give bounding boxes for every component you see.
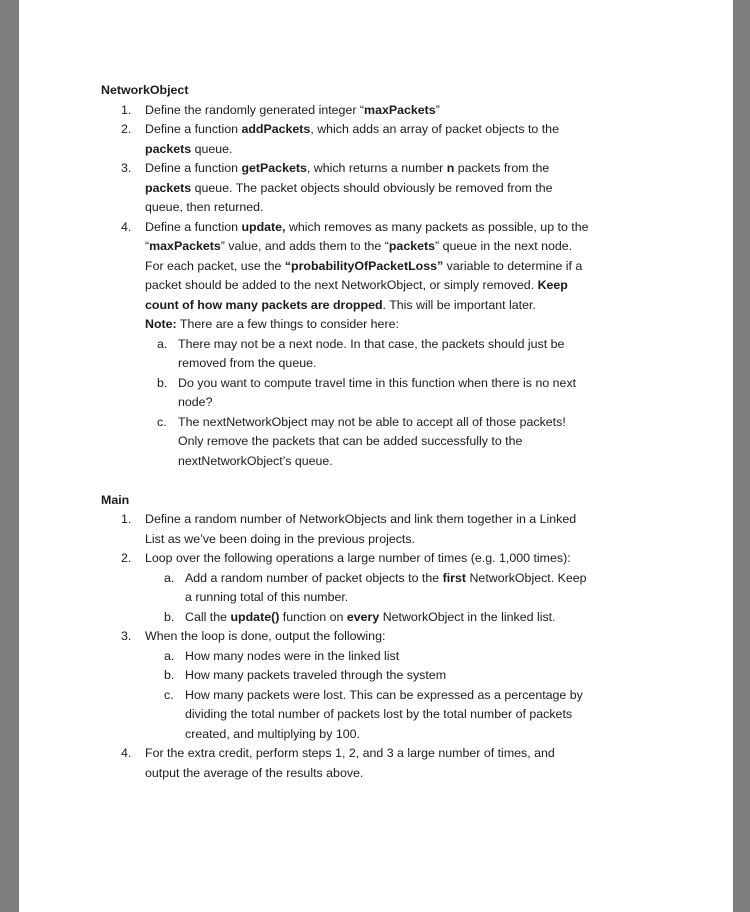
item-text [185,686,693,745]
list-marker: 1. [121,102,132,117]
page-gutter-right [733,0,750,912]
list-marker: a. [164,570,175,585]
text-line: How many packets traveled through the system [185,668,447,682]
text-line: packet should be added to the next NetworkObject, or simply removed. Keep [145,278,568,292]
list-marker: a. [157,336,168,351]
text-line: Define the randomly generated integer “maxPackets” [145,102,440,117]
text-line: removed from the queue. [178,356,317,370]
list-item [101,510,693,549]
item-text [178,374,693,413]
item-text [185,666,693,686]
item-text [178,413,693,472]
list-subitem [101,608,693,628]
text-line: How many packets were lost. This can be expressed as a percentage by [185,687,583,702]
list-marker: 3. [121,629,132,643]
list-marker: 2. [121,551,132,565]
text-line: There may not be a next node. In that case, the packets should just be [178,336,565,351]
text-line: Define a function getPackets, which returns a number n packets from the [145,161,550,175]
item-text [145,120,693,159]
text-line: created, and multiplying by 100. [185,726,360,741]
text-line: List as we’ve been doing in the previous projects. [145,531,415,546]
list-marker: a. [164,648,175,663]
doc-section [101,491,693,784]
list-marker: 4. [121,219,132,234]
item-text [185,569,693,608]
text-line: For each packet, use the “probabilityOfPacketLoss” variable to determine if a [145,258,583,273]
text-line: count of how many packets are dropped. This will be important later. [145,297,536,312]
text-line: How many nodes were in the linked list [185,648,400,663]
list-subitem [101,374,693,413]
list-subitem [101,666,693,686]
text-line: output the average of the results above. [145,765,364,780]
list-item [101,627,693,647]
list-marker: 3. [121,161,132,175]
list-marker: c. [157,414,167,429]
text-line: For the extra credit, perform steps 1, 2, and 3 a large number of times, and [145,746,555,760]
item-text [145,744,693,783]
item-text [145,101,693,121]
item-text [178,335,693,374]
page-gutter-left [0,0,19,912]
list-subitem [101,686,693,745]
text-line: node? [178,395,213,409]
list-marker: b. [164,668,175,682]
text-line: When the loop is done, output the following: [145,629,386,643]
item-text [185,647,693,667]
text-line: Add a random number of packet objects to the first NetworkObject. Keep [185,570,587,585]
text-line: dividing the total number of packets lost by the total number of packets [185,707,573,721]
list-marker: 4. [121,746,132,760]
list-marker: b. [157,375,168,390]
text-line: packets queue. [145,141,233,156]
list-subitem [101,335,693,374]
list-subitem [101,569,693,608]
item-text [145,510,693,549]
list-item [101,549,693,569]
document-page [19,0,733,912]
list-subitem [101,647,693,667]
text-line: Do you want to compute travel time in this function when there is no next [178,375,577,390]
item-text [185,608,693,628]
list-marker: b. [164,609,175,624]
text-line: Note: There are a few things to consider here: [145,317,399,331]
list-item [101,159,693,218]
section-heading: Main [101,492,130,507]
list-item [101,101,693,121]
list-item [101,744,693,783]
text-line: The nextNetworkObject may not be able to accept all of those packets! [178,414,566,429]
section-heading: NetworkObject [101,83,189,97]
text-line: packets queue. The packet objects should obviously be removed from the [145,180,553,195]
text-line: Only remove the packets that can be added successfully to the [178,434,523,448]
text-line: queue, then returned. [145,200,264,214]
item-text [145,549,693,569]
list-marker: 1. [121,512,132,526]
text-line: nextNetworkObject’s queue. [178,453,333,468]
item-text [145,218,693,335]
text-line: Loop over the following operations a large number of times (e.g. 1,000 times): [145,551,571,565]
text-line: Call the update() function on every NetworkObject in the linked list. [185,609,556,624]
text-line: “maxPackets” value, and adds them to the “packets” queue in the next node. [145,239,573,253]
text-line: Define a random number of NetworkObjects and link them together in a Linked [145,512,577,526]
doc-section [101,81,693,471]
text-line: Define a function update, which removes as many packets as possible, up to the [145,219,589,234]
list-item [101,218,693,335]
text-line: Define a function addPackets, which adds an array of packet objects to the [145,122,559,136]
list-marker: c. [164,687,174,702]
list-marker: 2. [121,122,132,136]
item-text [145,159,693,218]
text-line: a running total of this number. [185,590,349,604]
list-item [101,120,693,159]
item-text [145,627,693,647]
list-subitem [101,413,693,472]
